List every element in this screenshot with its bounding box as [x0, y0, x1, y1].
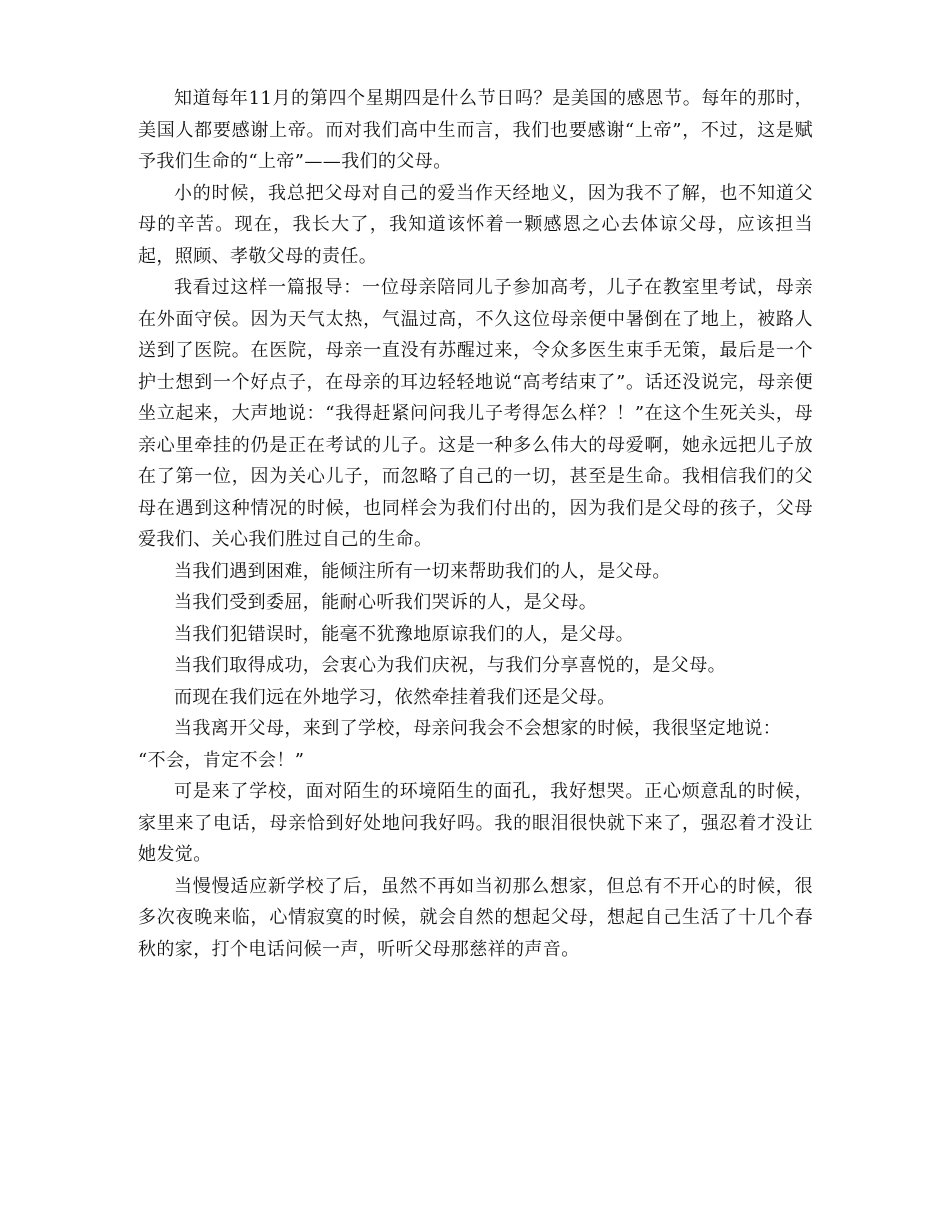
paragraph-thanksgiving-intro: 知道每年11月的第四个星期四是什么节日吗？是美国的感恩节。每年的那时，美国人都要感谢上帝。而对我们高中生而言，我们也要感谢“上帝”，不过，这是赋予我们生命的“上帝”——我们的父母。: [138, 88, 813, 172]
paragraph-homesick: 可是来了学校，面对陌生的环境陌生的面孔，我好想哭。正心烦意乱的时候，家里来了电话，母亲恰到好处地问我好吗。我的眼泪很快就下来了，强忍着才没让她发觉。: [138, 781, 813, 865]
paragraph-childhood: 小的时候，我总把父母对自己的爱当作天经地义，因为我不了解，也不知道父母的辛苦。现在，我长大了，我知道该怀着一颗感恩之心去体谅父母，应该担当起，照顾、孝敬父母的责任。: [138, 182, 813, 267]
paragraph-success: 当我们取得成功，会衷心为我们庆祝，与我们分享喜悦的，是父母。: [174, 655, 726, 676]
paragraph-quote: “不会，肯定不会！”: [138, 749, 305, 771]
paragraph-adapting: 当慢慢适应新学校了后，虽然不再如当初那么想家，但总有不开心的时候，很多次夜晚来临，心情寂寞的时候，就会自然的想起父母，想起自己生活了十几个春秋的家，打个电话问候一声，听听父母那慈祥的声音。: [138, 875, 813, 960]
paragraph-away-from-home: 而现在我们远在外地学习，依然牵挂着我们还是父母。: [174, 686, 616, 708]
paragraph-difficulty: 当我们遇到困难，能倾注所有一切来帮助我们的人，是父母。: [174, 560, 671, 582]
paragraph-grievance: 当我们受到委屈，能耐心听我们哭诉的人，是父母。: [174, 592, 598, 613]
paragraph-mistakes: 当我们犯错误时，能毫不犹豫地原谅我们的人，是父母。: [174, 623, 634, 645]
document-body: [138, 83, 813, 965]
paragraph-leaving-home: 当我离开父母，来到了学校，母亲问我会不会想家的时候，我很坚定地说：: [174, 718, 782, 739]
paragraph-news-story: 我看过这样一篇报导：一位母亲陪同儿子参加高考，儿子在教室里考试，母亲在外面守侯。因为天气太热，气温过高，不久这位母亲便中暑倒在了地上，被路人送到了医院。在医院，母亲一直没有苏醒过来，令众多医生束手无策，最后是一个护士想到一个好点子，在母亲的耳边轻轻地说“高考结束了”。话还没说完，母亲便坐立起来，大声地说：“我得赶紧问问我儿子考得怎么样？！”在这个生死关头，母亲心里牵挂的仍是正在考试的儿子。这是一种多么伟大的母爱啊，她永远把儿子放在了第一位，因为关心儿子，而忽略了自己的一切，甚至是生命。我相信我们的父母在遇到这种情况的时候，也同样会为我们付出的，因为我们是父母的孩子，父母爱我们、关心我们胜过自己的生命。: [138, 277, 813, 550]
